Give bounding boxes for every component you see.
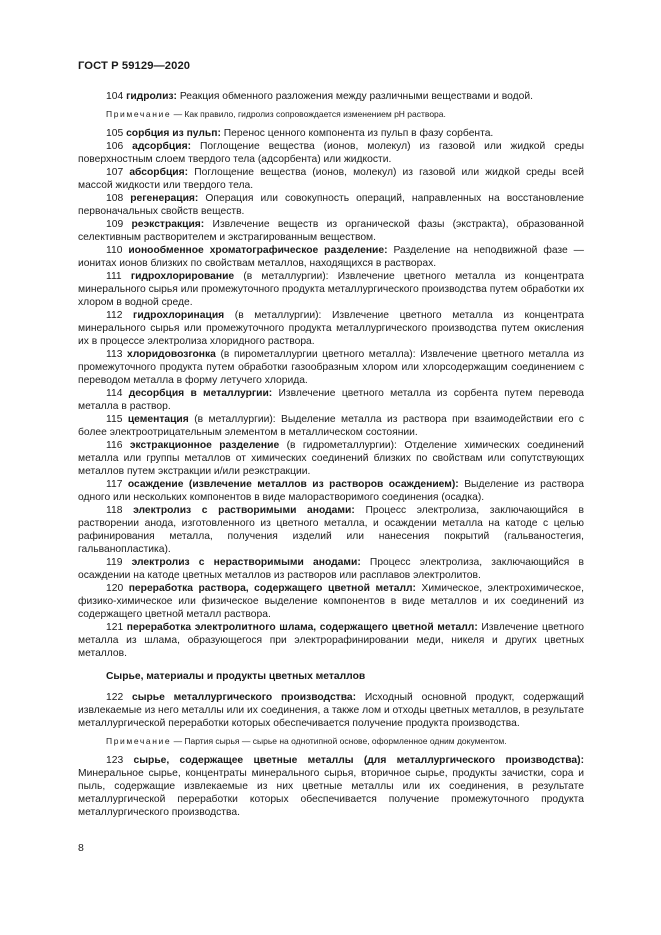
term-entry-122 [78,691,584,730]
term-definition: Минеральное сырье, концентраты минерального сырья, вторичное сырье, продукты зачистки, сора и пыль, содержащие извлекаемые из них цветные металлы или их соединения, в результате металлургической переработки которых обеспечивается получение промежуточного продукта металлургического производства. [78,768,584,818]
note-label: Примечание [106,109,172,119]
term-title: сорбция из пульп: [126,128,221,139]
term-entry-115 [78,413,584,439]
term-title: десорбция в металлургии: [128,388,273,399]
note-raw-batch [78,736,584,747]
term-definition: Процесс электролиза, заключающийся в растворении анода, изготовленного из цветного металла, и осаждении металла на катоде с целью рафинирования металла, получения изделий или нанесения покрытий (гальваностегия, гальванопластика). [78,505,584,555]
term-title: регенерация: [130,193,199,204]
term-number: 112 [106,310,123,321]
term-definition: Перенос ценного компонента из пульп в фазу сорбента. [223,128,494,139]
term-qualifier: (в металлургии): [234,310,322,321]
term-title: гидрохлоринация [133,310,225,321]
term-title: цементация [127,414,189,425]
term-qualifier: (в металлургии): [243,271,329,282]
page-number: 8 [78,842,84,854]
document-header: ГОСТ Р 59129—2020 [78,60,191,72]
term-entry-121 [78,621,584,660]
term-number: 120 [106,583,124,594]
term-entry-114 [78,387,584,413]
term-number: 111 [106,271,122,282]
term-entry-104 [78,90,584,103]
term-qualifier: (в пирометаллургии цветного металла): [220,349,416,360]
term-entry-120 [78,582,584,621]
term-number: 119 [106,557,123,568]
term-definition: Извлечение цветного металла из сорбента путем перевода металла в раствор. [78,388,584,412]
term-number: 109 [106,219,124,230]
section-title: Сырье, материалы и продукты цветных металлов [106,671,366,682]
term-title: хлоридовозгонка [127,349,216,360]
term-definition: Химическое, электрохимическое, физико-химическое или физическое выделение компонентов в виде металлов и их соединений из содержащего цветной металл раствора. [78,583,584,620]
note-text: — Как правило, гидролиз сопровождается изменением pH раствора. [171,109,446,119]
term-definition: Извлечение цветного металла из концентрата минерального сырья или промежуточного продукта металлургического производства путем окисления их в процессе электролиза хлоридного раствора. [78,310,584,347]
term-group-1 [78,90,584,103]
term-title: электролиз с нерастворимыми анодами: [131,557,361,568]
term-definition: Извлечение цветного металла из концентрата минерального сырья или промежуточного продукта металлургического производства путем обработки их хлором в водной среде. [78,271,584,308]
term-title: электролиз с растворимыми анодами: [133,505,355,516]
term-definition: Извлечение веществ из органической фазы (экстракта), образованной селективным растворителем и экстрагированным веществом. [78,219,584,243]
term-definition: Отделение химических соединений металла или группы металлов от химических соединений близких по свойствам или сопутствующих металлов путем экстракции и/или реэкстракции. [78,440,584,477]
term-number: 113 [106,349,123,360]
term-entry-113 [78,348,584,387]
term-definition: Процесс электролиза, заключающийся в осаждении на катоде цветных металлов из растворов или расплавов электролитов. [78,557,584,581]
term-entry-119 [78,556,584,582]
term-entry-107 [78,166,584,192]
term-group-2 [78,127,584,660]
term-number: 123 [106,755,124,766]
term-number: 106 [106,141,124,152]
term-number: 114 [106,388,123,399]
term-entry-123 [78,754,584,819]
term-entry-105 [78,127,584,140]
note-text: — Партия сырья — сырье на однотипной основе, оформленное одним документом. [171,736,507,746]
term-qualifier: (в металлургии): [194,414,276,425]
term-entry-110 [78,244,584,270]
term-title: переработка раствора, содержащего цветной металл: [128,583,416,594]
term-definition: Исходный основной продукт, содержащий извлекаемые из него металлы или их соединения, а также лом и отходы цветных металлов, в результате металлургической переработки которых обеспечивается получение продукта производства. [78,692,584,729]
term-number: 104 [106,91,124,102]
term-number: 116 [106,440,123,451]
term-number: 105 [106,128,124,139]
term-title: гидролиз: [126,91,177,102]
term-title: сырье металлургического производства: [132,692,357,703]
term-definition: Извлечение цветного металла из шлама, образующегося при электрорафинировании меди, никеля и других цветных металлов. [78,622,584,659]
term-entry-109 [78,218,584,244]
note-hydrolysis [78,109,584,120]
term-number: 118 [106,505,123,516]
term-definition: Поглощение вещества (ионов, молекул) из газовой или жидкой среды всей массой жидкости или твердого тела. [78,167,584,191]
term-title: сырье, содержащее цветные металлы (для металлургического производства): [133,755,584,766]
note-label: Примечание [106,736,172,746]
term-group-4 [78,754,584,819]
term-definition: Операция или совокупность операций, направленных на восстановление первоначальных свойств веществ. [78,193,584,217]
term-title: ионообменное хроматографическое разделение: [128,245,388,256]
term-number: 110 [106,245,123,256]
term-number: 122 [106,692,124,703]
term-definition: Извлечение цветного металла из промежуточного продукта путем обработки газообразным хлором или хлорсодержащим соединением с переводом металла в форму летучего хлорида. [78,349,584,386]
term-definition: Реакция обменного разложения между различными веществами и водой. [179,91,533,102]
document-body [78,90,584,819]
term-definition: Разделение на неподвижной фазе — ионитах ионов близких по свойствам металлов, находящихся в растворах. [78,245,584,269]
term-number: 115 [106,414,123,425]
term-group-3 [78,691,584,730]
term-definition: Выделение металла из раствора при взаимодействии его с более электроотрицательным элементом в металлическом состоянии. [78,414,584,438]
term-number: 121 [106,622,124,633]
term-entry-116 [78,439,584,478]
term-entry-108 [78,192,584,218]
term-definition: Выделение из раствора одного или нескольких компонентов в виде малорастворимого соединения (осадка). [78,479,584,503]
term-entry-106 [78,140,584,166]
term-entry-118 [78,504,584,556]
term-title: гидрохлорирование [130,271,235,282]
term-entry-111 [78,270,584,309]
term-title: осаждение (извлечение металлов из растворов осаждением): [127,479,459,490]
term-entry-117 [78,478,584,504]
term-number: 108 [106,193,124,204]
term-title: переработка электролитного шлама, содержащего цветной металл: [126,622,478,633]
term-entry-112 [78,309,584,348]
term-number: 107 [106,167,124,178]
term-title: абсорбция: [129,167,189,178]
term-title: реэкстракция: [131,219,205,230]
term-title: экстракционное разделение [129,440,280,451]
term-qualifier: (в гидрометаллургии): [286,440,397,451]
term-definition: Поглощение вещества (ионов, молекул) из газовой или жидкой среды поверхностным слоем твердого тела (адсорбента) или жидкости. [78,141,584,165]
term-number: 117 [106,479,123,490]
term-title: адсорбция: [132,141,192,152]
